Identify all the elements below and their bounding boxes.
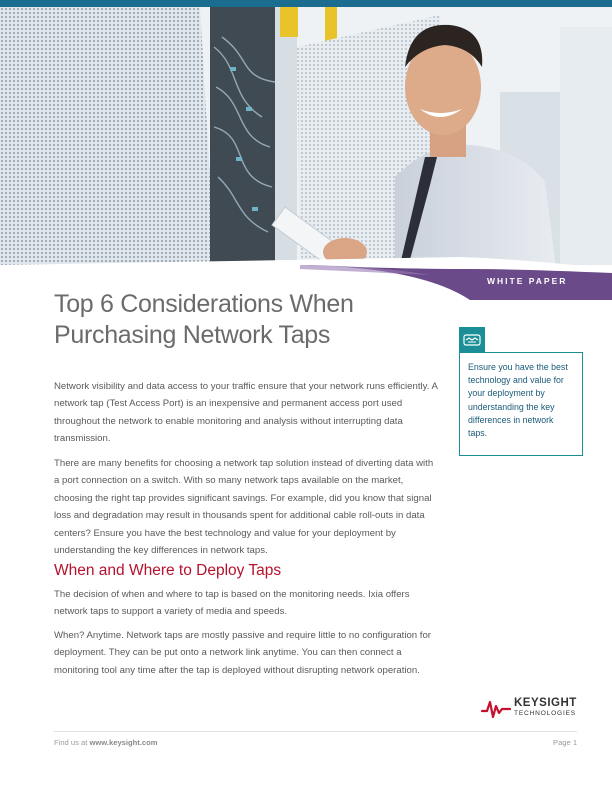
page-title-line-1: Top 6 Considerations When — [54, 290, 354, 318]
handshake-icon — [459, 327, 485, 353]
keysight-wave-icon — [481, 698, 511, 720]
hero-photo — [0, 7, 612, 300]
callout-box — [459, 352, 583, 456]
keysight-logo — [481, 697, 581, 721]
callout-text: Ensure you have the best technology and value for your deployment by understanding the key differences in network taps. — [468, 362, 568, 439]
page-title-line-2: Purchasing Network Taps — [54, 321, 331, 349]
section-paragraph: The decision of when and where to tap is based on the monitoring needs. Ixia offers network taps to support a variety of media and speeds. — [54, 589, 410, 618]
section-heading: When and Where to Deploy Taps — [54, 562, 282, 579]
logo-name: KEYSIGHT — [514, 697, 577, 709]
footer-url-link[interactable]: www.keysight.com — [89, 738, 158, 747]
benefits-paragraph: There are many benefits for choosing a network tap solution instead of diverting data with a port connection on a switch. With so many network taps available on the market, choosing the right tap provides significant savings. For example, did you know that signal loss and degradation may result in thousands spent for additional cable roll-outs in data centers? Ensure you have the best technology and value for your deployment by understanding the key differences in network taps. — [54, 458, 434, 557]
footer-divider — [54, 731, 577, 732]
white-paper-label: WHITE PAPER — [487, 276, 568, 286]
handshake-icon-glyph — [463, 333, 481, 347]
footer-website — [54, 738, 158, 747]
footer-prefix: Find us at — [54, 738, 90, 747]
server-room-photo — [0, 7, 612, 300]
page-title — [54, 289, 414, 351]
section-paragraph: When? Anytime. Network taps are mostly passive and require little to no configuration for deployment. They can be put onto a network link anytime. You can then connect a monitoring tool any time after the tap is deployed without disrupting network operation. — [54, 630, 432, 676]
page-number: Page 1 — [553, 738, 578, 747]
top-accent-bar — [0, 0, 612, 7]
logo-subtitle: TECHNOLOGIES — [514, 710, 576, 717]
intro-paragraph: Network visibility and data access to your traffic ensure that your network runs efficiently. A network tap (Test Access Port) is an inexpensive and permanent access port used throughout the network to enable monitoring and analysis without interrupting data transmission. — [54, 381, 438, 445]
